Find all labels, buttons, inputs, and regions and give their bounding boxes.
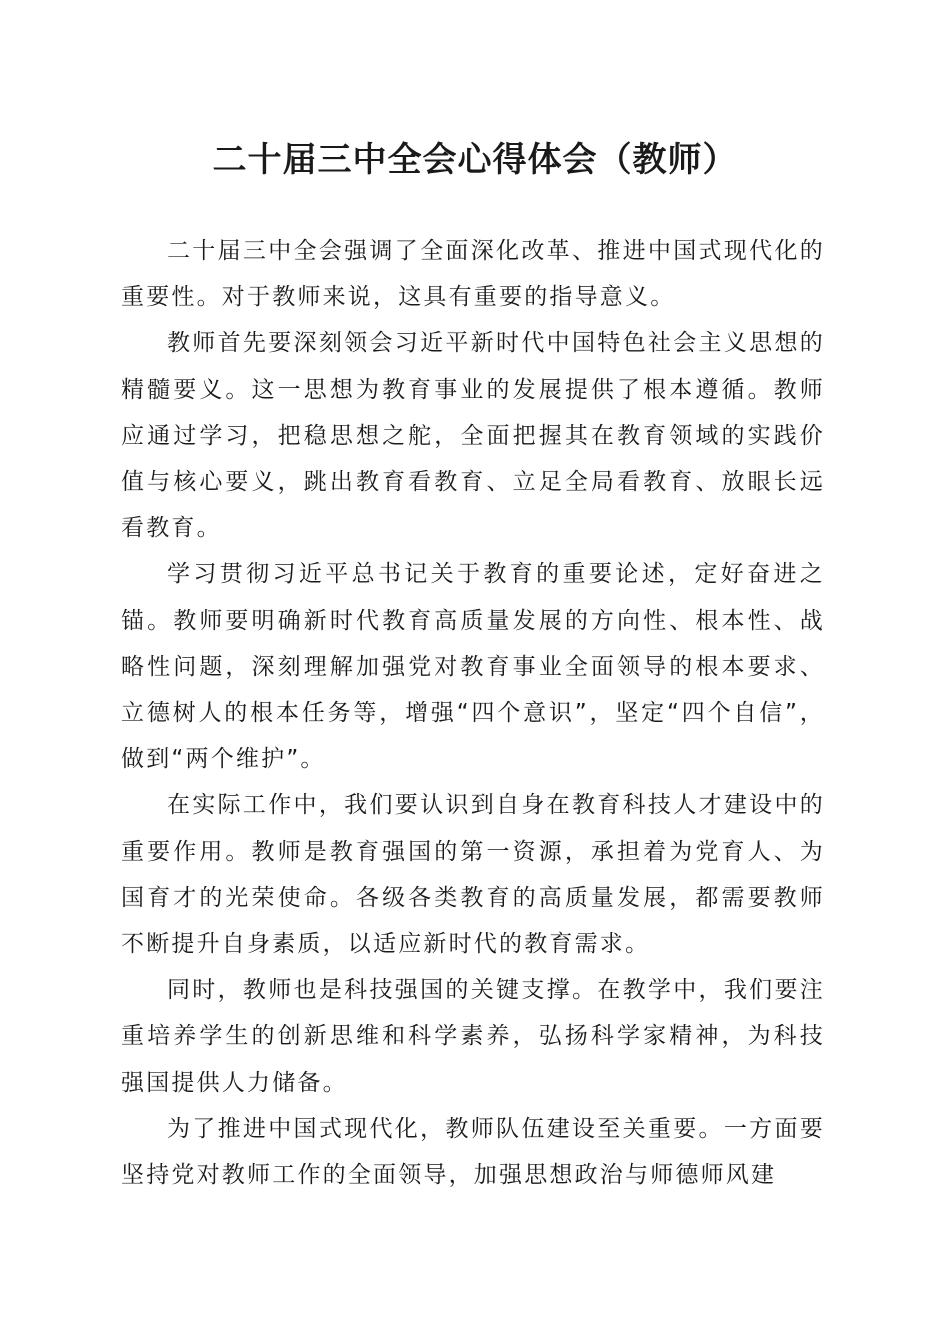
paragraph-4: 在实际工作中，我们要认识到自身在教育科技人才建设中的重要作用。教师是教育强国的第一资源，承担着为党育人、为国育才的光荣使命。各级各类教育的高质量发展，都需要教师不断提升自身素质，以适应新时代的教育需求。	[121, 792, 825, 958]
page-title: 二十届三中全会心得体会（教师）	[212, 140, 738, 180]
document-body	[121, 228, 825, 1198]
paragraph-1: 二十届三中全会强调了全面深化改革、推进中国式现代化的重要性。对于教师来说，这具有重要的指导意义。	[121, 238, 825, 311]
paragraph-2: 教师首先要深刻领会习近平新时代中国特色社会主义思想的精髓要义。这一思想为教育事业的发展提供了根本遵循。教师应通过学习，把稳思想之舵，全面把握其在教育领域的实践价值与核心要义，跳出教育看教育、立足全局看教育、放眼长远看教育。	[121, 330, 825, 542]
paragraph-6: 为了推进中国式现代化，教师队伍建设至关重要。一方面要坚持党对教师工作的全面领导，加强思想政治与师德师风建	[121, 1115, 825, 1189]
paragraph-5: 同时，教师也是科技强国的关键支撑。在教学中，我们要注重培养学生的创新思维和科学素养，弘扬科学家精神，为科技强国提供人力储备。	[121, 977, 825, 1096]
paragraph-3: 学习贯彻习近平总书记关于教育的重要论述，定好奋进之锚。教师要明确新时代教育高质量发展的方向性、根本性、战略性问题，深刻理解加强党对教育事业全面领导的根本要求、立德树人的根本任务等，增强“四个意识”，坚定“四个自信”，做到“两个维护”。	[121, 561, 825, 773]
